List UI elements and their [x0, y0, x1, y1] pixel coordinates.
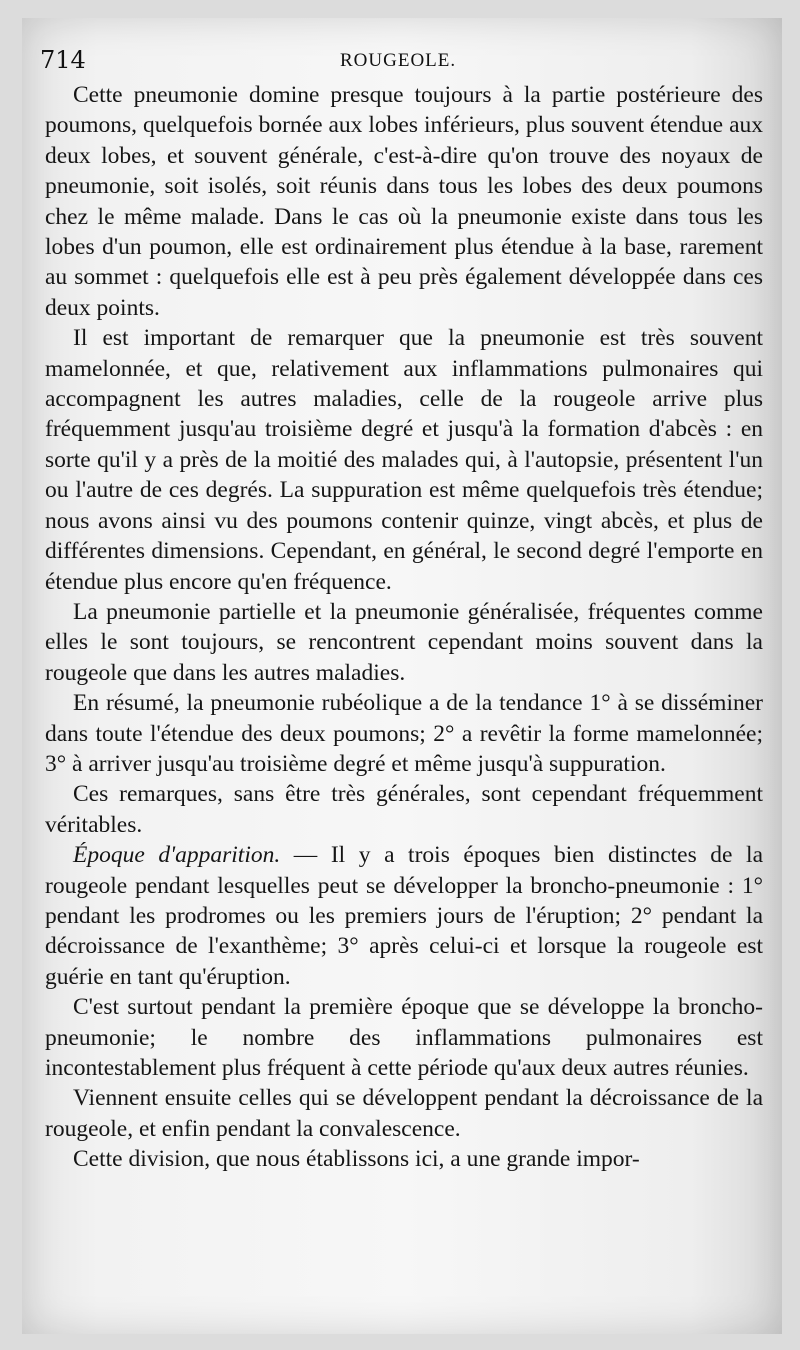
- paragraph: Époque d'apparition. — Il y a trois époques bien distinctes de la rougeole pendant lesquelles peut se développer la broncho-pneumonie : 1° pendant les prodromes ou les premiers jours de l'éruption; 2° pendant la décroissance de l'exanthème; 3° après celui-ci et lorsque la rougeole est guérie en tant qu'éruption.: [45, 842, 764, 990]
- page-number: 714: [40, 46, 86, 74]
- paragraph: Ces remarques, sans être très générales, sont cependant fréquemment véritables.: [45, 781, 763, 838]
- paragraph: Il est important de remarquer que la pneumonie est très souvent mamelonnée, et que, relativement aux inflammations pulmonaires qui accompagnent les autres maladies, celle de la rougeole arrive plus fréquemment jusqu'au troisième degré et jusqu'à la formation d'abcès : en sorte qu'il y a près de la moitié des malades qui, à l'autopsie, présentent l'un ou l'autre de ces degrés. La suppuration est même quelquefois très étendue; nous avons ainsi vu des poumons contenir quinze, vingt abcès, et plus de différentes dimensions. Cependant, en général, le second degré l'emporte en étendue plus encore qu'en fréquence.: [45, 325, 763, 595]
- paragraph: Cette pneumonie domine presque toujours à la partie postérieure des poumons, quelquefois bornée aux lobes inférieurs, plus souvent étendue aux deux lobes, et souvent générale, c'est-à-dire qu'on trouve des noyaux de pneumonie, soit isolés, soit réunis dans tous les lobes des deux poumons chez le même malade. Dans le cas où la pneumonie existe dans tous les lobes d'un poumon, elle est ordinairement plus étendue à la base, rarement au sommet : quelquefois elle est à peu près également développée dans ces deux points.: [45, 82, 763, 321]
- paragraph: La pneumonie partielle et la pneumonie généralisée, fréquentes comme elles le sont toujours, se rencontrent cependant moins souvent dans la rougeole que dans les autres maladies.: [45, 598, 763, 686]
- paragraph: En résumé, la pneumonie rubéolique a de la tendance 1° à se disséminer dans toute l'étendue des deux poumons; 2° a revêtir la forme mamelonnée; 3° à arriver jusqu'au troisième degré et même jusqu'à suppuration.: [45, 690, 763, 777]
- paragraph: Viennent ensuite celles qui se développent pendant la décroissance de la rougeole, et enfin pendant la convalescence.: [45, 1085, 763, 1142]
- paragraph: C'est surtout pendant la première époque que se développe la broncho-pneumonie; le nombre des inflammations pulmonaires est incontestablement plus fréquent à cette période qu'aux deux autres réunies.: [45, 994, 763, 1081]
- page-header: [40, 40, 760, 80]
- section-lead-italic: Époque d'apparition.: [73, 842, 281, 869]
- running-title: ROUGEOLE.: [340, 50, 457, 71]
- paragraph: Cette division, que nous établissons ici, a une grande impor-: [73, 1146, 640, 1173]
- body-text: [45, 80, 763, 1175]
